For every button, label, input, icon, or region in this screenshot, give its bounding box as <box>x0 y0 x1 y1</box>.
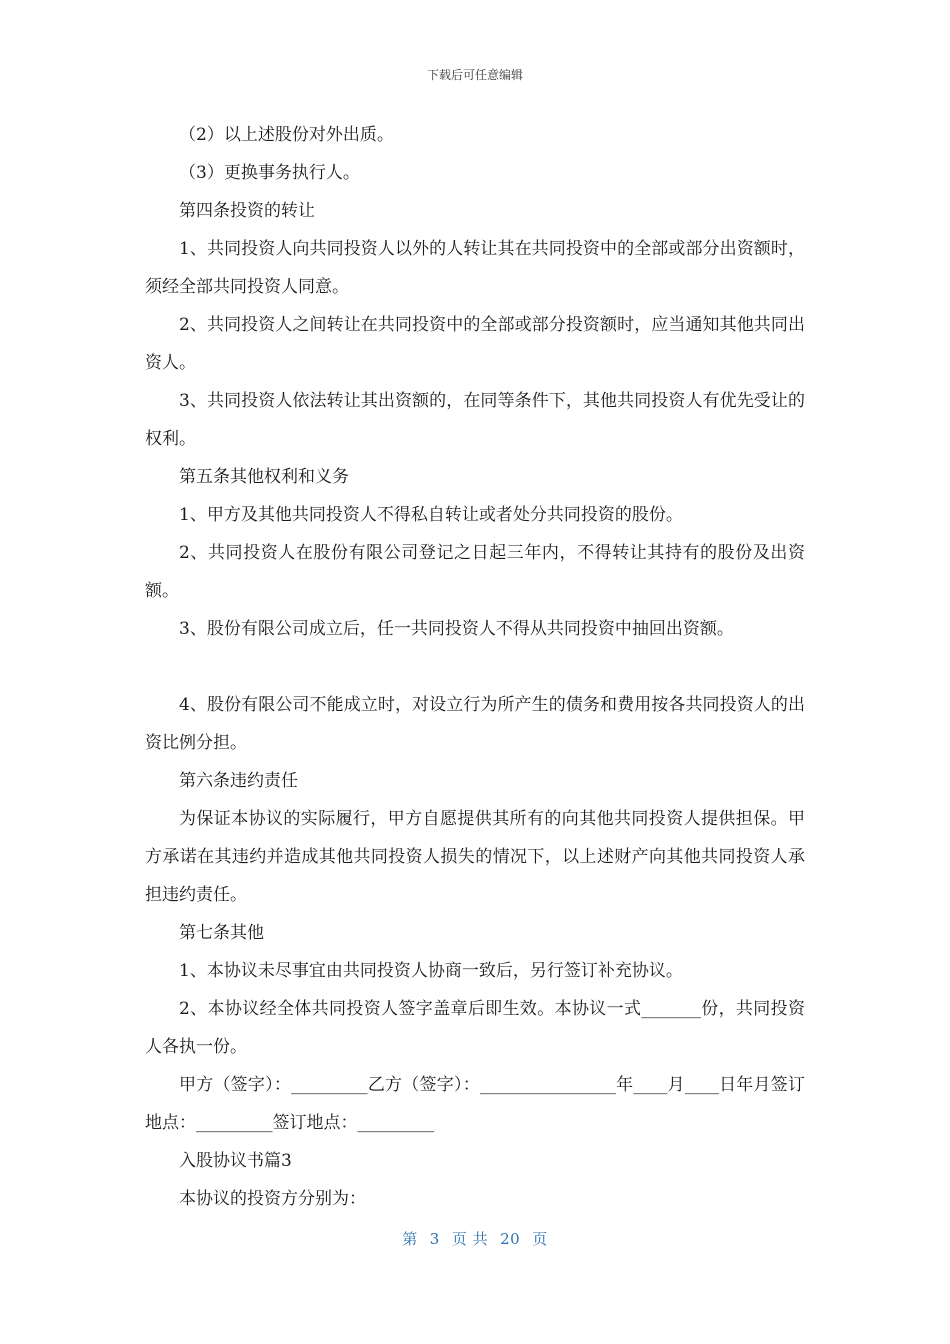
paragraph: 2、共同投资人在股份有限公司登记之日起三年内，不得转让其持有的股份及出资额。 <box>145 543 805 601</box>
total-pages: 20 <box>500 1230 521 1248</box>
page-number: 3 <box>429 1230 440 1248</box>
document-subtitle: 入股协议书篇3 <box>179 1151 292 1171</box>
paragraph: 2、本协议经全体共同投资人签字盖章后即生效。本协议一式_______份，共同投资人各执一份。 <box>145 999 805 1057</box>
signature-line: 甲方（签字）：_________乙方（签字）：________________年____月____日年月签订地点：_________签订地点：_________ <box>145 1075 805 1133</box>
paragraph: （3）更换事务执行人。 <box>179 163 360 183</box>
paragraph: （2）以上述股份对外出质。 <box>179 125 394 145</box>
page-header: 下载后可任意编辑 <box>426 68 523 82</box>
paragraph: 2、共同投资人之间转让在共同投资中的全部或部分投资额时，应当通知其他共同出资人。 <box>145 315 805 373</box>
paragraph: 1、本协议未尽事宜由共同投资人协商一致后，另行签订补充协议。 <box>179 961 683 981</box>
section-heading: 第六条违约责任 <box>179 771 298 791</box>
section-heading: 第五条其他权利和义务 <box>179 467 349 487</box>
page-footer <box>0 1228 950 1249</box>
paragraph: 3、共同投资人依法转让其出资额的，在同等条件下，其他共同投资人有优先受让的权利。 <box>145 391 805 449</box>
paragraph: 本协议的投资方分别为： <box>179 1189 366 1209</box>
section-heading: 第七条其他 <box>179 923 264 943</box>
footer-label-of: 页 共 <box>451 1230 489 1248</box>
paragraph: 4、股份有限公司不能成立时，对设立行为所产生的债务和费用按各共同投资人的出资比例分担。 <box>145 695 805 753</box>
blank-line <box>145 648 805 686</box>
paragraph: 1、甲方及其他共同投资人不得私自转让或者处分共同投资的股份。 <box>179 505 683 525</box>
footer-label-page: 第 <box>402 1230 418 1248</box>
paragraph: 3、股份有限公司成立后，任一共同投资人不得从共同投资中抽回出资额。 <box>179 619 734 639</box>
section-heading: 第四条投资的转让 <box>179 201 315 221</box>
paragraph: 1、共同投资人向共同投资人以外的人转让其在共同投资中的全部或部分出资额时，须经全部共同投资人同意。 <box>145 239 805 297</box>
footer-label-pages: 页 <box>532 1230 548 1248</box>
paragraph: 为保证本协议的实际履行，甲方自愿提供其所有的向其他共同投资人提供担保。甲方承诺在其违约并造成其他共同投资人损失的情况下，以上述财产向其他共同投资人承担违约责任。 <box>145 809 805 905</box>
document-body <box>145 116 805 1218</box>
